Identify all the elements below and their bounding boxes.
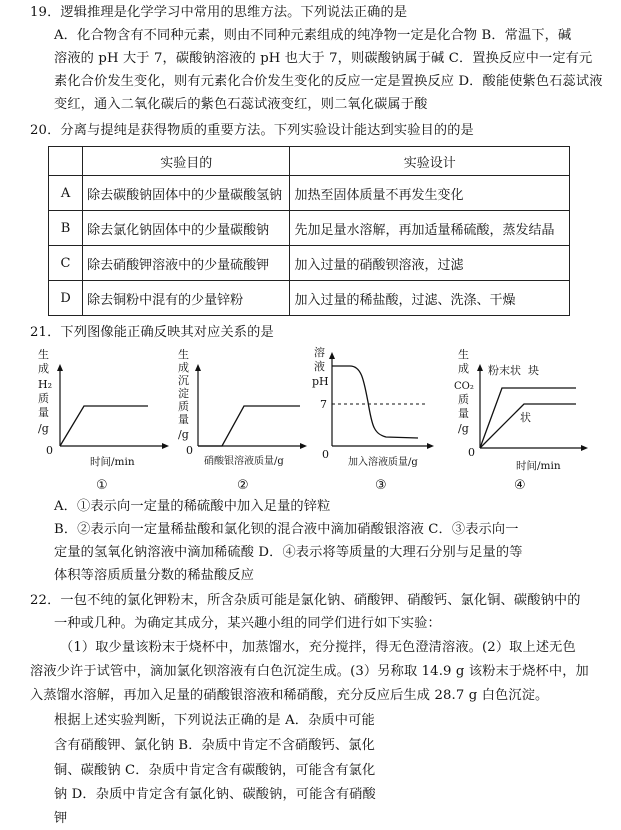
figure-number: ② <box>237 478 249 493</box>
origin-label: 0 <box>468 446 475 459</box>
table-cell: D <box>49 281 83 316</box>
axis-label-char: 淀 <box>178 387 189 400</box>
table-cell: 加入过量的硝酸钡溶液，过滤 <box>290 246 570 281</box>
axis-label-char: 质 <box>178 400 189 413</box>
x-axis-arrow <box>427 443 434 449</box>
axis-label-char: /g <box>458 422 469 435</box>
table-cell: 除去碳酸钠固体中的少量碳酸氢钠 <box>83 176 290 211</box>
q22-line: 入蒸馏水溶解，再加入足量的硝酸银溶液和稀硝酸，充分反应后生成 28.7 g 白色沉淀。 <box>30 688 549 703</box>
origin-label: 0 <box>186 444 193 457</box>
axis-label-char: 质 <box>458 393 469 406</box>
axis-label-char: /g <box>38 422 49 435</box>
origin-label: 0 <box>322 448 329 461</box>
axis-label-char: 生 <box>458 348 469 361</box>
y-axis-arrow <box>57 364 63 371</box>
origin-label: 0 <box>46 444 53 457</box>
q19-line: 变红，通入二氧化碳后的紫色石蕊试液变红，则二氧化碳属于酸 <box>54 97 428 112</box>
axis-label-char: 液 <box>314 360 325 373</box>
series-label-powder: 粉末状 <box>488 364 521 377</box>
graph-2 <box>172 346 312 476</box>
axis-label-char: 溶 <box>314 346 325 359</box>
series-label-block: 块 <box>528 364 539 377</box>
q22-stem: 22．一包不纯的氯化钾粉末，所含杂质可能是氯化钠、硝酸钾、硝酸钙、氯化铜、碳酸钠中的 <box>30 593 581 608</box>
q19-line: 素化合价发生变化，则有元素化合价发生变化的反应一定是置换反应 D．酸能使紫色石蕊试液 <box>54 74 603 89</box>
q19-stem: 19．逻辑推理是化学学习中常用的思维方法。下列说法正确的是 <box>30 5 408 20</box>
q20-stem: 20．分离与提纯是获得物质的重要方法。下列实验设计能达到实验目的的是 <box>30 123 474 138</box>
series-line <box>60 406 148 446</box>
series-label-block-2: 状 <box>520 411 531 424</box>
ytick-label: 7 <box>320 398 327 411</box>
table-cell: 除去铜粉中混有的少量锌粉 <box>83 281 290 316</box>
graph-1 <box>30 346 170 476</box>
axis-label-char: 质 <box>38 392 49 405</box>
y-axis-arrow <box>195 364 201 371</box>
table-row <box>49 281 570 316</box>
q22-line: 铜、碳酸钠 C．杂质中肯定含有碳酸钠，可能含有氯化 <box>54 763 376 778</box>
x-axis-arrow <box>300 443 307 449</box>
table-cell: C <box>49 246 83 281</box>
axis-label-char: CO₂ <box>454 381 474 392</box>
q20-table <box>48 146 570 316</box>
q22-line: （1）取少量该粉末于烧杯中，加蒸馏水，充分搅拌，得无色澄清溶液。(2）取上述无色 <box>60 640 576 655</box>
q22-line: 钠 D．杂质中肯定含有氯化钠、碳酸钠，可能含有硝酸 <box>54 787 376 802</box>
axis-label-char: 量 <box>178 413 189 426</box>
y-axis-arrow <box>477 364 483 371</box>
table-cell: B <box>49 211 83 246</box>
axis-label-char: 量 <box>458 407 469 420</box>
axis-label-char: 成 <box>38 362 49 375</box>
table-row <box>49 176 570 211</box>
table-row <box>49 211 570 246</box>
table-header-row <box>49 147 570 176</box>
axis-label-char: 量 <box>38 406 49 419</box>
x-axis-arrow <box>162 443 169 449</box>
table-cell: 除去氯化钠固体中的少量碳酸钠 <box>83 211 290 246</box>
table-cell: 除去硝酸钾溶液中的少量硫酸钾 <box>83 246 290 281</box>
q21-stem: 21．下列图像能正确反映其对应关系的是 <box>30 325 274 340</box>
axis-label-char: 生 <box>178 348 189 361</box>
q22-line: 钾 <box>54 811 68 826</box>
axis-label-char: /g <box>178 428 189 441</box>
axis-label-char: H₂ <box>38 378 53 391</box>
y-axis-arrow <box>329 352 335 359</box>
table-cell: 先加足量水溶解，再加适量稀硫酸，蒸发结晶 <box>290 211 570 246</box>
q21-option: B．②表示向一定量稀盐酸和氯化钡的混合液中滴加硝酸银溶液 C．③表示向一 <box>54 522 519 537</box>
q22-line: 含有硝酸钾、氯化钠 B．杂质中肯定不含硝酸钙、氯化 <box>54 738 375 753</box>
graph-3 <box>312 342 452 476</box>
series-line <box>198 406 300 446</box>
q22-line: 一种或几种。为确定其成分，某兴趣小组的同学们进行如下实验： <box>54 616 441 631</box>
x-axis-label: 加入溶液质量/g <box>348 457 418 468</box>
table-cell: 加热至固体质量不再发生变化 <box>290 176 570 211</box>
x-axis-arrow <box>581 445 588 451</box>
figure-number: ③ <box>375 478 387 493</box>
q21-option: 定量的氢氧化钠溶液中滴加稀硫酸 D．④表示将等质量的大理石分别与足量的等 <box>54 545 523 560</box>
table-cell: A <box>49 176 83 211</box>
q22-line: 根据上述实验判断，下列说法正确的是 A．杂质中可能 <box>54 713 375 728</box>
axis-label-char: 成 <box>178 361 189 374</box>
table-cell <box>49 147 83 176</box>
x-axis-label: 时间/min <box>90 456 135 468</box>
axis-label-char: 生 <box>38 348 49 361</box>
table-cell: 加入过量的稀盐酸，过滤、洗涤、干燥 <box>290 281 570 316</box>
axis-label-char: 沉 <box>178 374 189 387</box>
q22-line: 溶液少许于试管中，滴加氯化钡溶液有白色沉淀生成。(3）另称取 14.9 g 该粉末于烧杯中，加 <box>30 664 589 679</box>
q19-line: A．化合物含有不同种元素，则由不同种元素组成的纯净物一定是化合物 B．常温下，碱 <box>54 28 572 43</box>
table-header-cell: 实验目的 <box>83 147 290 176</box>
axis-label-char: pH <box>312 375 329 388</box>
x-axis-label: 硝酸银溶液质量/g <box>204 456 284 467</box>
q19-line: 溶液的 pH 大于 7，碳酸钠溶液的 pH 也大于 7，则碳酸钠属于碱 C．置换反应中一定有元 <box>54 51 593 66</box>
figure-number: ④ <box>514 478 526 493</box>
x-axis-label: 时间/min <box>516 460 561 472</box>
table-header-cell: 实验设计 <box>290 147 570 176</box>
series-line <box>332 366 418 438</box>
graph-4 <box>454 346 594 476</box>
axis-label-char: 成 <box>458 362 469 375</box>
q21-option: 体积等溶质质量分数的稀盐酸反应 <box>54 568 255 583</box>
table-row <box>49 246 570 281</box>
figure-number: ① <box>96 478 108 493</box>
q21-option: A．①表示向一定量的稀硫酸中加入足量的锌粒 <box>54 499 331 514</box>
